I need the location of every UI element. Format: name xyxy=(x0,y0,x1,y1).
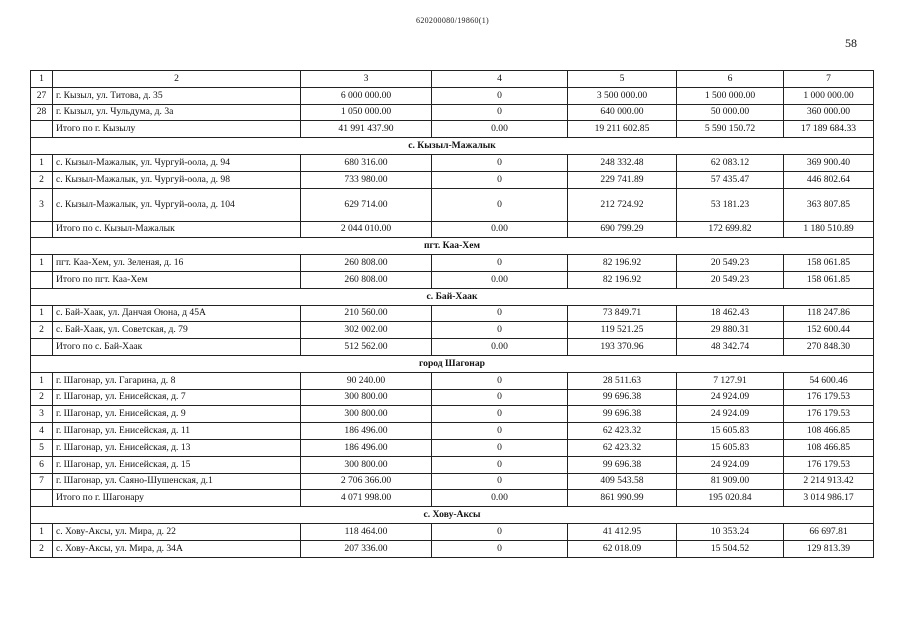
value-cell: 0 xyxy=(432,322,568,339)
section-title: с. Бай-Хаак xyxy=(31,288,874,305)
value-cell: 62 083.12 xyxy=(677,154,784,171)
value-cell: 29 880.31 xyxy=(677,322,784,339)
value-cell: 41 412.95 xyxy=(568,523,677,540)
value-cell: 73 849.71 xyxy=(568,305,677,322)
value-cell: 99 696.38 xyxy=(568,456,677,473)
table-row xyxy=(31,540,874,557)
row-number-cell: 3 xyxy=(31,188,53,221)
value-cell: 15 605.83 xyxy=(677,423,784,440)
table-row xyxy=(31,171,874,188)
value-cell: 15 605.83 xyxy=(677,439,784,456)
value-cell: 24 924.09 xyxy=(677,406,784,423)
value-cell: 363 807.85 xyxy=(784,188,874,221)
value-cell: 733 980.00 xyxy=(301,171,432,188)
row-number-cell: 1 xyxy=(31,372,53,389)
address-cell: Итого по пгт. Каа-Хем xyxy=(53,271,301,288)
row-number-cell: 28 xyxy=(31,104,53,121)
column-number: 5 xyxy=(568,71,677,88)
row-number-cell: 2 xyxy=(31,540,53,557)
value-cell: 176 179.53 xyxy=(784,389,874,406)
value-cell: 66 697.81 xyxy=(784,523,874,540)
value-cell: 50 000.00 xyxy=(677,104,784,121)
value-cell: 158 061.85 xyxy=(784,255,874,272)
value-cell: 20 549.23 xyxy=(677,271,784,288)
value-cell: 129 813.39 xyxy=(784,540,874,557)
value-cell: 186 496.00 xyxy=(301,423,432,440)
value-cell: 99 696.38 xyxy=(568,389,677,406)
value-cell: 195 020.84 xyxy=(677,490,784,507)
section-header-row xyxy=(31,355,874,372)
value-cell: 0 xyxy=(432,473,568,490)
value-cell: 82 196.92 xyxy=(568,255,677,272)
address-cell: пгт. Каа-Хем, ул. Зеленая, д. 16 xyxy=(53,255,301,272)
value-cell: 0 xyxy=(432,439,568,456)
value-cell: 629 714.00 xyxy=(301,188,432,221)
value-cell: 62 423.32 xyxy=(568,423,677,440)
total-row xyxy=(31,121,874,138)
value-cell: 176 179.53 xyxy=(784,456,874,473)
value-cell: 260 808.00 xyxy=(301,255,432,272)
row-number-cell xyxy=(31,490,53,507)
table-row xyxy=(31,473,874,490)
value-cell: 690 799.29 xyxy=(568,221,677,238)
address-cell: с. Хову-Аксы, ул. Мира, д. 22 xyxy=(53,523,301,540)
value-cell: 1 500 000.00 xyxy=(677,87,784,104)
row-number-cell: 1 xyxy=(31,154,53,171)
value-cell: 3 500 000.00 xyxy=(568,87,677,104)
value-cell: 28 511.63 xyxy=(568,372,677,389)
table-row xyxy=(31,523,874,540)
value-cell: 0 xyxy=(432,406,568,423)
value-cell: 20 549.23 xyxy=(677,255,784,272)
section-header-row xyxy=(31,138,874,155)
value-cell: 15 504.52 xyxy=(677,540,784,557)
total-row xyxy=(31,271,874,288)
value-cell: 18 462.43 xyxy=(677,305,784,322)
address-cell: г. Шагонар, ул. Енисейская, д. 7 xyxy=(53,389,301,406)
row-number-cell: 4 xyxy=(31,423,53,440)
value-cell: 41 991 437.90 xyxy=(301,121,432,138)
column-number-row xyxy=(31,71,874,88)
section-title: с. Кызыл-Мажалык xyxy=(31,138,874,155)
value-cell: 17 189 684.33 xyxy=(784,121,874,138)
value-cell: 118 247.86 xyxy=(784,305,874,322)
document-id: 620200080/19860(1) xyxy=(416,16,489,25)
value-cell: 640 000.00 xyxy=(568,104,677,121)
value-cell: 0 xyxy=(432,87,568,104)
value-cell: 0.00 xyxy=(432,339,568,356)
address-cell: с. Бай-Хаак, ул. Данчая Оюна, д 45А xyxy=(53,305,301,322)
value-cell: 680 316.00 xyxy=(301,154,432,171)
value-cell: 24 924.09 xyxy=(677,456,784,473)
value-cell: 3 014 986.17 xyxy=(784,490,874,507)
value-cell: 270 848.30 xyxy=(784,339,874,356)
value-cell: 81 909.00 xyxy=(677,473,784,490)
value-cell: 229 741.89 xyxy=(568,171,677,188)
value-cell: 62 423.32 xyxy=(568,439,677,456)
value-cell: 82 196.92 xyxy=(568,271,677,288)
value-cell: 512 562.00 xyxy=(301,339,432,356)
value-cell: 62 018.09 xyxy=(568,540,677,557)
value-cell: 118 464.00 xyxy=(301,523,432,540)
value-cell: 302 002.00 xyxy=(301,322,432,339)
address-cell: с. Хову-Аксы, ул. Мира, д. 34А xyxy=(53,540,301,557)
value-cell: 260 808.00 xyxy=(301,271,432,288)
value-cell: 300 800.00 xyxy=(301,389,432,406)
value-cell: 360 000.00 xyxy=(784,104,874,121)
value-cell: 2 044 010.00 xyxy=(301,221,432,238)
value-cell: 24 924.09 xyxy=(677,389,784,406)
value-cell: 1 000 000.00 xyxy=(784,87,874,104)
row-number-cell: 6 xyxy=(31,456,53,473)
value-cell: 48 342.74 xyxy=(677,339,784,356)
value-cell: 409 543.58 xyxy=(568,473,677,490)
table-row xyxy=(31,389,874,406)
column-number: 4 xyxy=(432,71,568,88)
row-number-cell xyxy=(31,221,53,238)
address-cell: с. Кызыл-Мажалык, ул. Чургуй-оола, д. 104 xyxy=(53,188,301,221)
table-row xyxy=(31,406,874,423)
value-cell: 861 990.99 xyxy=(568,490,677,507)
value-cell: 0 xyxy=(432,423,568,440)
value-cell: 0.00 xyxy=(432,271,568,288)
column-number: 2 xyxy=(53,71,301,88)
value-cell: 446 802.64 xyxy=(784,171,874,188)
address-cell: г. Кызыл, ул. Чульдума, д. 3а xyxy=(53,104,301,121)
value-cell: 54 600.46 xyxy=(784,372,874,389)
value-cell: 207 336.00 xyxy=(301,540,432,557)
value-cell: 0 xyxy=(432,456,568,473)
row-number-cell: 1 xyxy=(31,255,53,272)
column-number: 7 xyxy=(784,71,874,88)
value-cell: 158 061.85 xyxy=(784,271,874,288)
value-cell: 0 xyxy=(432,389,568,406)
value-cell: 172 699.82 xyxy=(677,221,784,238)
value-cell: 369 900.40 xyxy=(784,154,874,171)
row-number-cell: 27 xyxy=(31,87,53,104)
table-row xyxy=(31,255,874,272)
table-row xyxy=(31,188,874,221)
value-cell: 108 466.85 xyxy=(784,439,874,456)
value-cell: 19 211 602.85 xyxy=(568,121,677,138)
value-cell: 1 180 510.89 xyxy=(784,221,874,238)
table-row xyxy=(31,154,874,171)
value-cell: 0 xyxy=(432,523,568,540)
value-cell: 0 xyxy=(432,104,568,121)
section-title: город Шагонар xyxy=(31,355,874,372)
address-cell: г. Шагонар, ул. Енисейская, д. 9 xyxy=(53,406,301,423)
value-cell: 152 600.44 xyxy=(784,322,874,339)
value-cell: 6 000 000.00 xyxy=(301,87,432,104)
value-cell: 10 353.24 xyxy=(677,523,784,540)
total-row xyxy=(31,221,874,238)
data-table xyxy=(30,70,874,558)
value-cell: 0 xyxy=(432,305,568,322)
row-number-cell: 1 xyxy=(31,305,53,322)
row-number-cell: 3 xyxy=(31,406,53,423)
row-number-cell: 1 xyxy=(31,523,53,540)
table-body xyxy=(31,71,874,558)
column-number: 3 xyxy=(301,71,432,88)
value-cell: 248 332.48 xyxy=(568,154,677,171)
column-number: 6 xyxy=(677,71,784,88)
value-cell: 0.00 xyxy=(432,121,568,138)
value-cell: 300 800.00 xyxy=(301,456,432,473)
section-header-row xyxy=(31,288,874,305)
address-cell: г. Кызыл, ул. Титова, д. 35 xyxy=(53,87,301,104)
address-cell: г. Шагонар, ул. Енисейская, д. 13 xyxy=(53,439,301,456)
row-number-cell: 2 xyxy=(31,389,53,406)
value-cell: 0.00 xyxy=(432,221,568,238)
table-row xyxy=(31,104,874,121)
section-header-row xyxy=(31,507,874,524)
value-cell: 212 724.92 xyxy=(568,188,677,221)
table-row xyxy=(31,372,874,389)
value-cell: 0 xyxy=(432,372,568,389)
value-cell: 0 xyxy=(432,255,568,272)
address-cell: Итого по с. Бай-Хаак xyxy=(53,339,301,356)
value-cell: 53 181.23 xyxy=(677,188,784,221)
value-cell: 7 127.91 xyxy=(677,372,784,389)
address-cell: с. Кызыл-Мажалык, ул. Чургуй-оола, д. 94 xyxy=(53,154,301,171)
value-cell: 186 496.00 xyxy=(301,439,432,456)
value-cell: 1 050 000.00 xyxy=(301,104,432,121)
value-cell: 90 240.00 xyxy=(301,372,432,389)
value-cell: 119 521.25 xyxy=(568,322,677,339)
value-cell: 99 696.38 xyxy=(568,406,677,423)
row-number-cell xyxy=(31,121,53,138)
row-number-cell: 5 xyxy=(31,439,53,456)
table-row xyxy=(31,439,874,456)
address-cell: Итого по г. Кызылу xyxy=(53,121,301,138)
address-cell: с. Кызыл-Мажалык, ул. Чургуй-оола, д. 98 xyxy=(53,171,301,188)
value-cell: 0 xyxy=(432,188,568,221)
page-number: 58 xyxy=(845,36,857,50)
value-cell: 300 800.00 xyxy=(301,406,432,423)
row-number-cell xyxy=(31,339,53,356)
section-title: с. Хову-Аксы xyxy=(31,507,874,524)
address-cell: Итого по г. Шагонару xyxy=(53,490,301,507)
value-cell: 2 706 366.00 xyxy=(301,473,432,490)
address-cell: г. Шагонар, ул. Саяно-Шушенская, д.1 xyxy=(53,473,301,490)
table-row xyxy=(31,305,874,322)
table-row xyxy=(31,423,874,440)
table-row xyxy=(31,322,874,339)
value-cell: 176 179.53 xyxy=(784,406,874,423)
row-number-cell: 2 xyxy=(31,171,53,188)
row-number-cell: 7 xyxy=(31,473,53,490)
table-row xyxy=(31,456,874,473)
total-row xyxy=(31,490,874,507)
value-cell: 108 466.85 xyxy=(784,423,874,440)
value-cell: 2 214 913.42 xyxy=(784,473,874,490)
value-cell: 0 xyxy=(432,154,568,171)
address-cell: г. Шагонар, ул. Гагарина, д. 8 xyxy=(53,372,301,389)
value-cell: 57 435.47 xyxy=(677,171,784,188)
value-cell: 5 590 150.72 xyxy=(677,121,784,138)
address-cell: с. Бай-Хаак, ул. Советская, д. 79 xyxy=(53,322,301,339)
column-number: 1 xyxy=(31,71,53,88)
section-header-row xyxy=(31,238,874,255)
row-number-cell xyxy=(31,271,53,288)
table-row xyxy=(31,87,874,104)
address-cell: г. Шагонар, ул. Енисейская, д. 11 xyxy=(53,423,301,440)
row-number-cell: 2 xyxy=(31,322,53,339)
address-cell: Итого по с. Кызыл-Мажалык xyxy=(53,221,301,238)
total-row xyxy=(31,339,874,356)
value-cell: 210 560.00 xyxy=(301,305,432,322)
value-cell: 0.00 xyxy=(432,490,568,507)
section-title: пгт. Каа-Хем xyxy=(31,238,874,255)
value-cell: 193 370.96 xyxy=(568,339,677,356)
value-cell: 0 xyxy=(432,540,568,557)
value-cell: 0 xyxy=(432,171,568,188)
value-cell: 4 071 998.00 xyxy=(301,490,432,507)
address-cell: г. Шагонар, ул. Енисейская, д. 15 xyxy=(53,456,301,473)
